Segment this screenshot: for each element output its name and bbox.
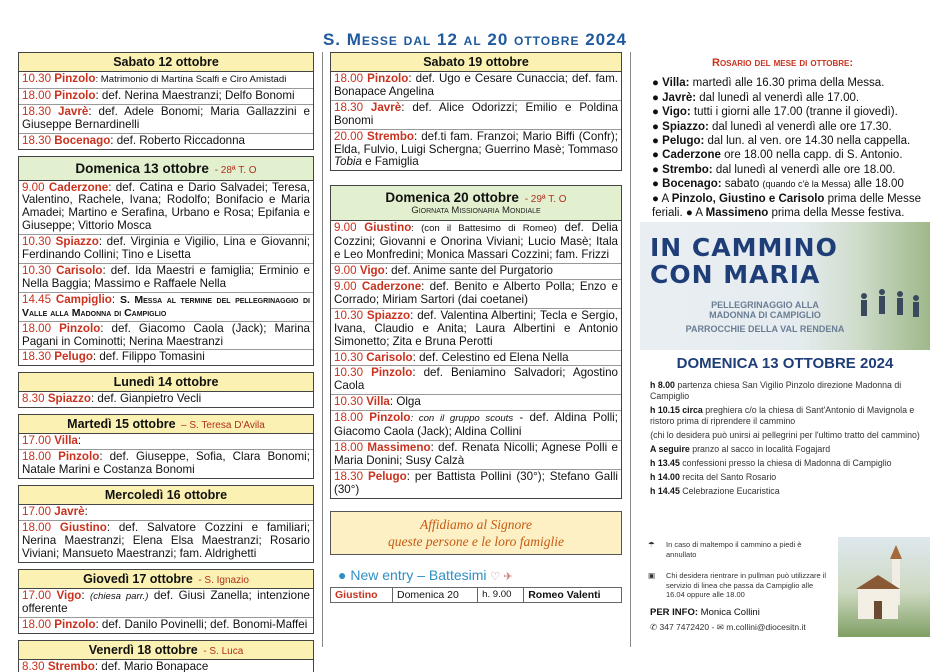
rosario-item: ● Spiazzo: dal lunedì al venerdì alle ore 17.30. [652,120,892,133]
schedule-column-1 [18,52,314,672]
program-item: A seguire pranzo al sacco in località Fogajard [650,444,831,454]
mass-entry: 10.30 Carisolo: def. Celestino ed Elena Nella [331,351,621,367]
page-title: S. Messe dal 12 al 20 ottobre 2024 [322,30,628,49]
day-block-lun14 [18,372,314,408]
email-icon: ✉ [716,622,724,632]
rosario-item: ● Vigo: tutti i giorni alle 17.00 (tranne il giovedì). [652,106,898,119]
battesimi-table [330,587,622,603]
mass-entry: 18.00 Giustino: def. Salvatore Cozzini e familiari; Nerina Maestranzi; Elena Elsa Maestranzi; Rosario Viviani; Mansueto Maestranzi; fam. Aldrighetti [22,520,310,560]
mass-entry: 18.00 Pinzolo: def. Ugo e Cesare Cunaccia; def. fam. Bonapace Angelina [331,72,621,101]
rosario-section [652,56,922,220]
day-block-sab12 [18,52,314,150]
mass-entry: 10.30 Villa: Olga [331,395,621,411]
program-note: (chi lo desidera può unirsi ai pellegrini per l'ultimo tratto del cammino) [650,430,920,440]
column-divider [630,52,631,647]
day-block-mar15 [18,414,314,479]
column-divider [322,52,323,647]
program-item: h 13.45 confessioni presso la chiesa di Madonna di Campiglio [650,458,892,468]
day-header: Sabato 12 ottobre [19,53,313,72]
rosario-item: ● Javrè: dal lunedì al venerdì alle 17.00. [652,91,860,104]
rosario-item: ● Caderzone ore 18.00 nella capp. di S. Antonio. [652,149,903,162]
poster-notes: ☂ In caso di maltempo il cammino a piedi è annullato ▣ Chi desidera rientrare in pullman può utilizzare il servizio di linea che passa da Campiglio alle 16.04 oppure alle 18.00 [648,540,827,599]
poster-info: PER INFO: Monica Collini [650,607,760,618]
mass-entry: 18.30 Javrè: def. Alice Odorizzi; Emilio e Poldina Bonomi [331,101,621,130]
mass-entry: 14.45 Campiglio: S. Messa al termine del pellegrinaggio di Valle alla Madonna di Campiglio [19,293,313,322]
mass-entry: 10.30 Pinzolo: def. Beniamino Salvadori; Agostino Caola [331,366,621,395]
mass-entry: 18.30 Bocenago: def. Roberto Riccadonna [22,133,245,147]
day-block-sab19 [330,52,622,171]
mass-entry: 9.00 Vigo: def. Anime sante del Purgatorio [331,264,621,280]
day-header: Martedì 15 ottobre – S. Teresa D'Avila [19,415,313,434]
mass-entry: 18.00 Pinzolo: def. Giuseppe, Sofia, Clara Bonomi; Natale Marini e Costanza Bonomi [22,450,310,477]
mass-entry: 9.00 Caderzone: def. Benito e Alberto Polla; Enzo e Corrado; Miriam Sartori (dai coetanei) [331,280,621,309]
day-block-gio17 [18,569,314,635]
program-item: h 8.00 partenza chiesa San Vigilio Pinzolo direzione Madonna di Campiglio [650,380,902,401]
pilgrims-illustration [850,272,930,342]
phone-icon: ✆ [650,622,658,632]
program-item: h 10.15 circa preghiera c/o la chiesa di Sant'Antonio di Mavignola e ristoro prima di riprendere il cammino [650,405,915,426]
program-item: h 14.00 recita del Santo Rosario [650,472,777,482]
mass-entry: 9.00 Caderzone: def. Catina e Dario Salvadei; Teresa, Valentino, Rachele, Ivana; Rodolfo; Bonifacio e Maria Amadei; Martino e Serafina, Urbano e Rosa; Epifania e Giuseppe; Vittorio Mosca [19,181,313,236]
new-entry-heading: ● New entry – Battesimi ♡ ✈ [338,566,513,583]
poster-subtitle: PELLEGRINAGGIO ALLA MADONNA DI CAMPIGLIO PARROCCHIE DELLA VAL RENDENA [685,300,845,334]
day-block-dom20 [330,185,622,498]
mass-entry: 17.00 Vigo: (chiesa parr.) def. Giusi Zanella; intenzione offerente [19,589,313,619]
mass-entry: 18.00 Massimeno: def. Renata Nicolli; Agnese Polli e Maria Donini; Susy Calzà [331,441,621,470]
poster-program [650,380,920,500]
mass-entry: 18.00 Pinzolo: def. Nerina Maestranzi; Delfo Bonomi [19,89,313,105]
schedule-column-2 [330,52,622,603]
mass-entry: 17.00 Villa: [19,434,313,450]
rain-cloud-icon: ☂ [648,540,655,549]
rosario-title: Rosario del mese di ottobre: [712,57,854,69]
mass-entry: 10.30 Pinzolo: Matrimonio di Martina Scalfi e Ciro Amistadi [19,72,313,89]
day-block-ven18 [18,640,314,672]
affidiamo-box: Affidiamo al Signore queste persone e le loro famiglie [330,511,622,555]
mass-entry: 8.30 Spiazzo: def. Gianpietro Vecli [22,392,202,406]
mass-entry: 18.00 Pinzolo: def. Giacomo Caola (Jack); Marina Pagani in Cominotti; Nerina Maestranzi [19,322,313,351]
poster-title: IN CAMMINO CON MARIA [650,233,838,289]
mass-entry: 18.00 Pinzolo: con il gruppo scouts - def. Aldina Polli; Giacomo Caola (Jack); Aldina Collini [331,411,621,441]
day-header: Giovedì 17 ottobre - S. Ignazio [19,570,313,589]
rosario-item: ● Strembo: dal lunedì al venerdì alle ore 18.00. [652,163,896,176]
rosario-item: ● Pelugo: dal lun. al ven. ore 14.30 nella cappella. [652,135,911,148]
day-block-mer16 [18,485,314,563]
day-block-dom13 [18,156,314,367]
day-header: Sabato 19 ottobre [331,53,621,72]
mass-entry: 18.30 Pelugo: def. Filippo Tomasini [22,350,205,364]
mass-entry: 17.00 Javrè: [19,505,313,521]
mass-entry: 8.30 Strembo: def. Mario Bonapace [22,660,209,672]
poster-contacts: ✆ 347 7472420 - ✉ m.collini@diocesitn.it [650,622,806,632]
bus-icon: ▣ [648,571,656,580]
poster-date: DOMENICA 13 OTTOBRE 2024 [676,355,894,372]
mass-entry: 9.00 Giustino: (con il Battesimo di Romeo) def. Delia Cozzini; Giovanni e Onorina Viviani; Lucio Masè; Itala e Leo Monfredini; Monica Massari Cozzini; fam. Frizzi [331,221,621,264]
day-header: Domenica 20 ottobre - 29ª T. O Giornata Missionaria Mondiale [331,186,621,221]
day-header: Domenica 13 ottobre - 28ª T. O [19,157,313,181]
day-header: Lunedì 14 ottobre [19,373,313,392]
day-header: Mercoledì 16 ottobre [19,486,313,505]
rosario-item: ● Bocenago: sabato (quando c'è la Messa) alle 18.00 [652,178,904,191]
mass-entry: 10.30 Carisolo: def. Ida Maestri e famiglia; Erminio e Nella Baggia; Massimo e Raffaele Nella [19,264,313,293]
rosario-item: ● Villa: martedì alle 16.30 prima della Messa. [652,77,885,90]
mass-entry: 20.00 Strembo: def.ti fam. Franzoi; Mario Biffi (Confr); Elda, Fulvio, Luigi Schergna; Guerrino Masè; Tommaso Tobia e Famiglia [334,129,618,169]
church-illustration [838,537,930,637]
mass-entry: 18.00 Pinzolo: def. Danilo Povinelli; def. Bonomi-Maffei [22,618,308,632]
program-item: h 14.45 Celebrazione Eucaristica [650,486,780,496]
rosario-item: ● A Pinzolo, Giustino e Carisolo prima delle Messe feriali. ● A Massimeno prima della Messe festiva. [652,192,921,220]
day-header: Venerdì 18 ottobre - S. Luca [19,641,313,660]
pilgrimage-poster [640,222,930,637]
mass-entry: 10.30 Spiazzo: def. Valentina Albertini; Tecla e Sergio, Ivana, Claudio e Anita; Laura Albertini e Antonio Simonetto; Zita e Bruna Perotti [331,309,621,351]
table-row: Giustino Domenica 20 h. 9.00 Romeo Valenti [331,587,622,602]
heart-plane-icon: ♡ ✈ [490,570,513,583]
mass-entry: 10.30 Spiazzo: def. Virginia e Vigilio, Lina e Giovanni; Ferdinando Collini; Tino e Lisetta [19,235,313,264]
mass-entry: 18.30 Javrè: def. Adele Bonomi; Maria Gallazzini e Giuseppe Bernardinelli [19,105,313,134]
mass-entry: 18.30 Pelugo: per Battista Pollini (30°); Stefano Galli (30°) [334,469,618,496]
